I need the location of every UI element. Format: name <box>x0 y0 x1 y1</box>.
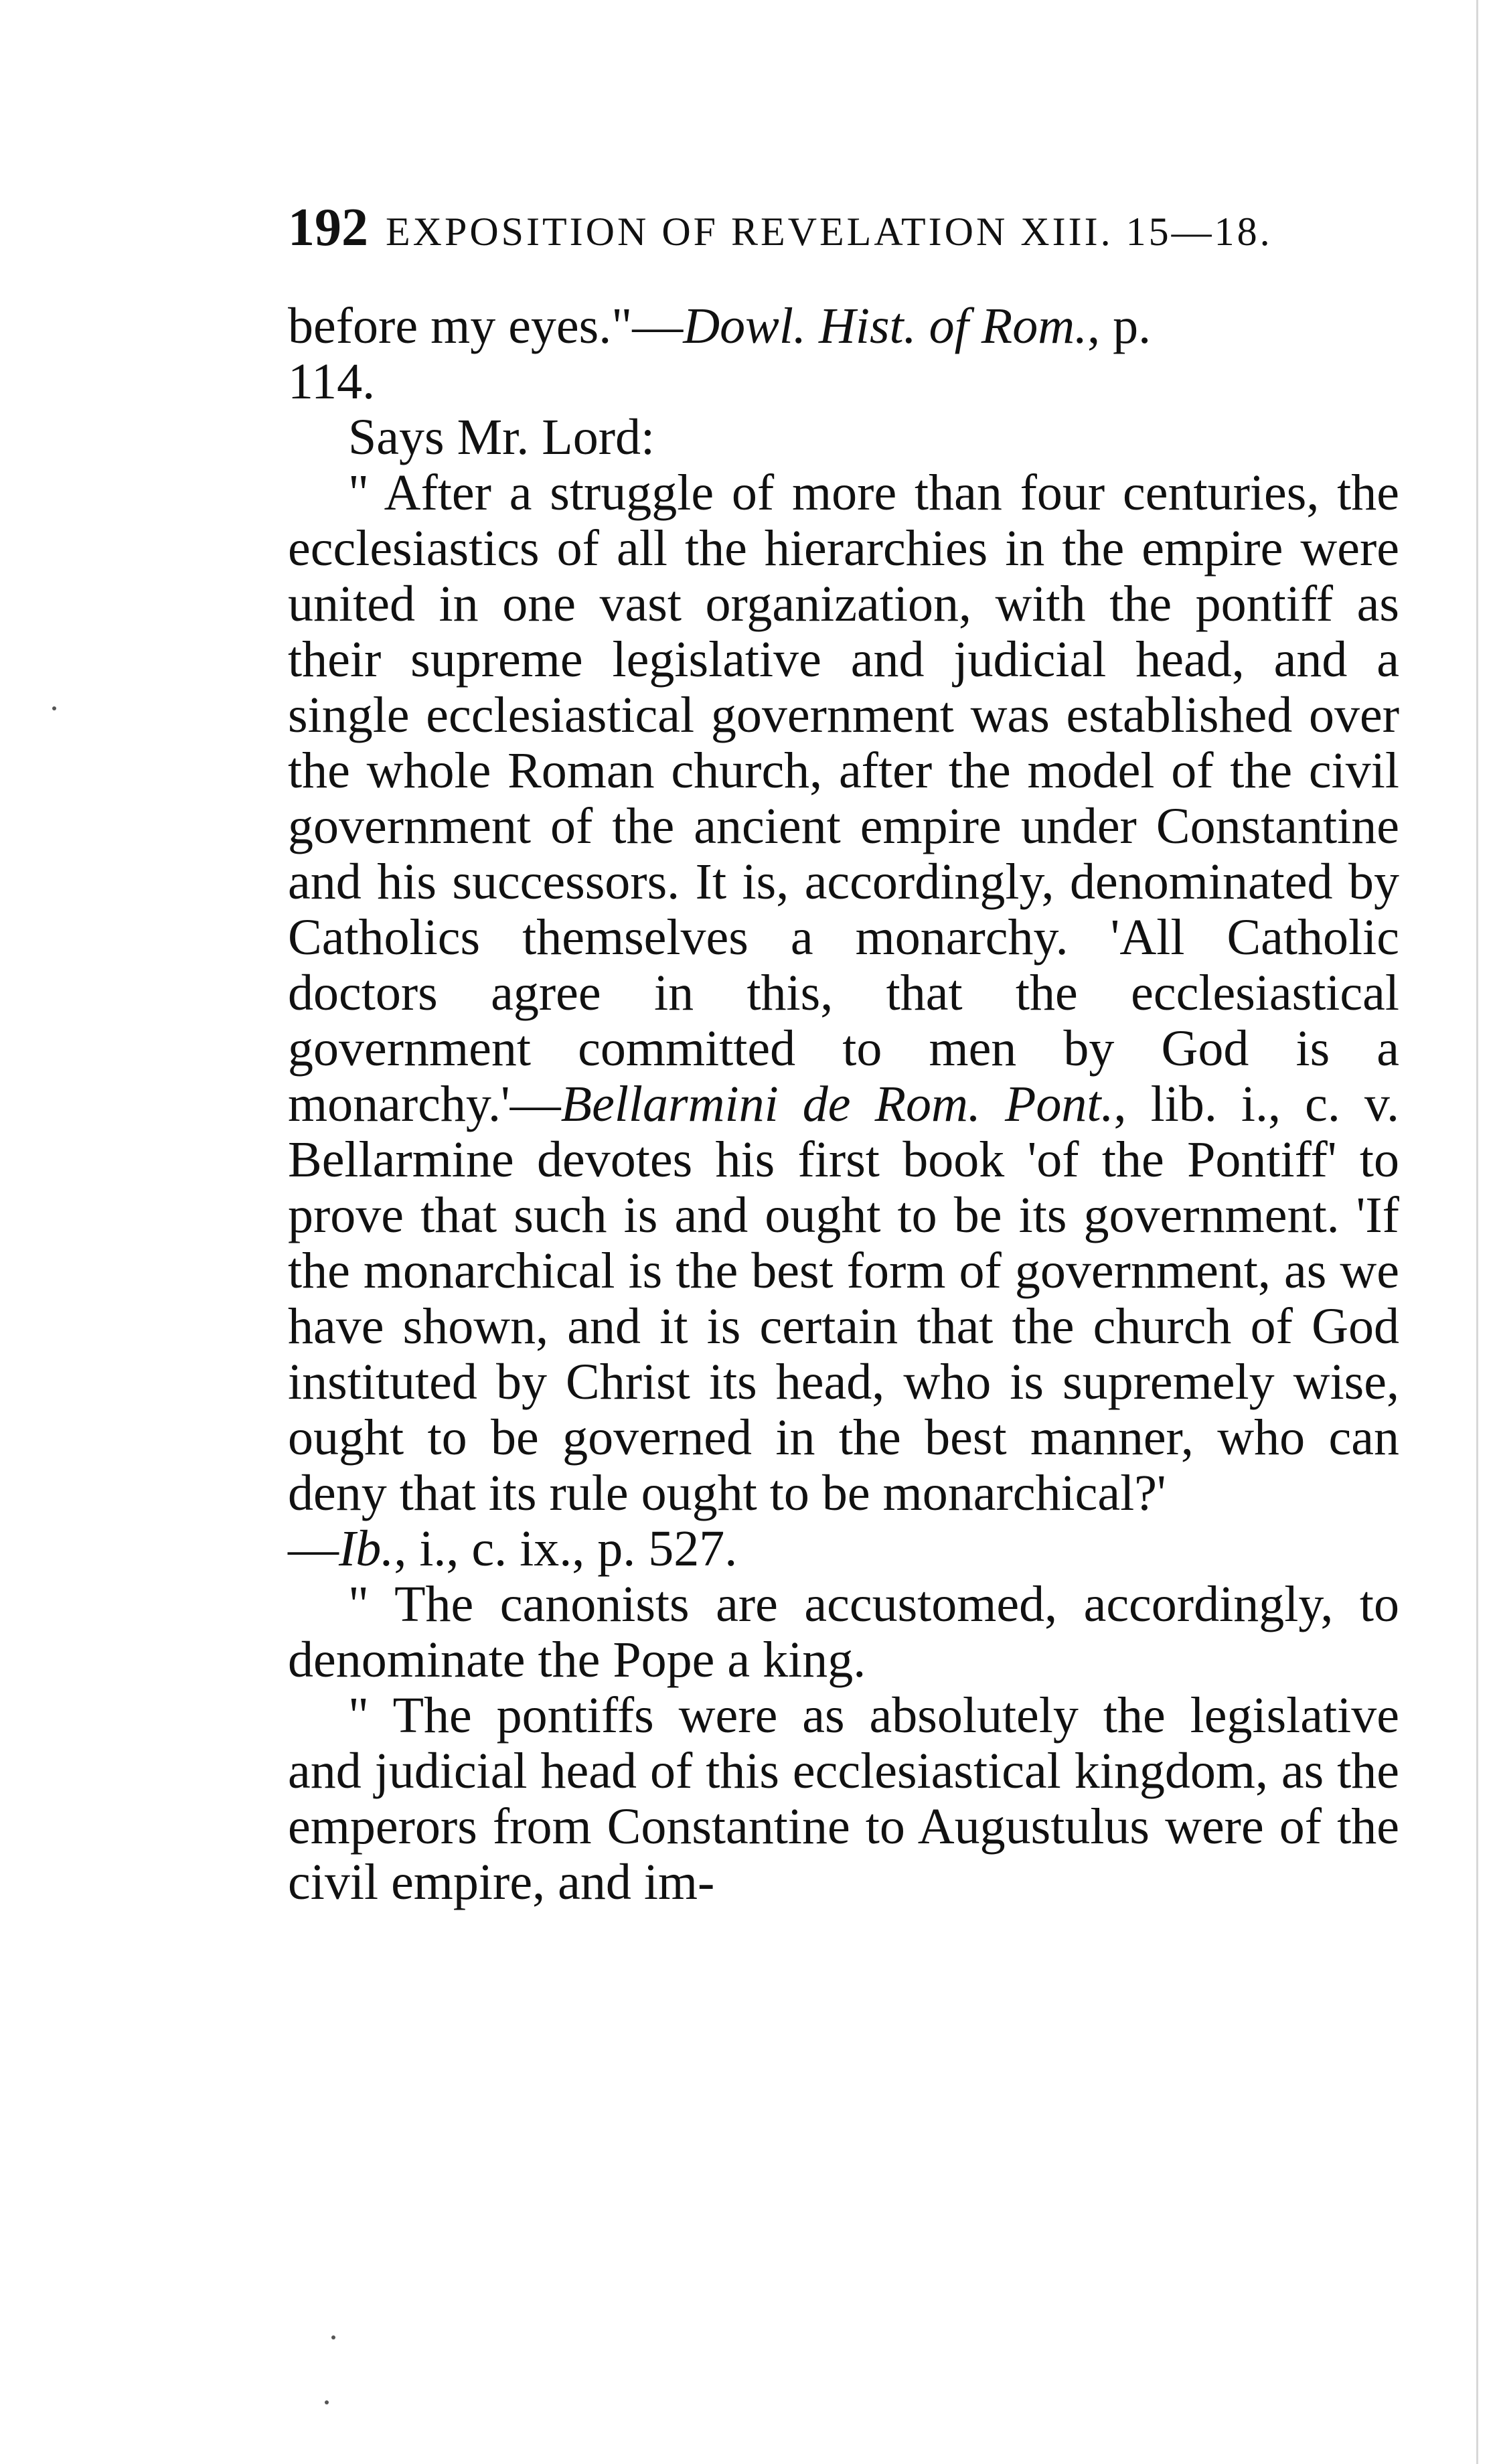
paragraph-continuation <box>288 299 1399 410</box>
text-run: , p. <box>1087 298 1152 354</box>
citation: Bellarmini de Rom. Pont. <box>560 1076 1114 1132</box>
paragraph: Says Mr. Lord: <box>348 409 655 465</box>
citation: Ib. <box>339 1521 394 1577</box>
text-run: before my eyes."— <box>288 298 684 354</box>
quotation-paragraph <box>288 465 1399 1577</box>
text-run: , i., c. ix., p. 527. <box>394 1521 738 1577</box>
text-run: , lib. i., c. v. Bellarmine devotes his first book 'of the Pontiff' to prove that such is and ought to be its government. 'If the monarchical is the best form of government, as we have shown, and it is certain that the church of God instituted by Christ its head, who is supremely wise, ought to be governed in the best manner, who can deny that its rule ought to be monarchical?' <box>288 1076 1399 1521</box>
running-title: EXPOSITION OF REVELATION XIII. 15—18. <box>386 210 1273 254</box>
text-run: — <box>288 1521 339 1577</box>
page-edge-line <box>1476 0 1478 2464</box>
scan-speck <box>325 2400 329 2404</box>
scan-speck <box>52 706 56 710</box>
text-run: 114. <box>288 354 376 410</box>
book-page <box>288 198 1399 1910</box>
running-header <box>288 198 1399 258</box>
text-run: " After a struggle of more than four centuries, the ecclesiastics of all the hierarchies in the empire were united in one vast organization, with the pontiff as their supreme legislative and judicial head, and a single ecclesiastical government was established over the whole Roman church, after the model of the civil government of the ancient empire under Constantine and his successors. It is, accordingly, denominated by Catholics themselves a monarchy. 'All Catholic doctors agree in this, that the ecclesiastical government committed to men by God is a monarchy.'— <box>288 465 1399 1132</box>
quotation-paragraph: " The pontiffs were as absolutely the legislative and judicial head of this ecclesiastical kingdom, as the emperors from Constantine to Augustulus were of the civil empire, and im- <box>288 1687 1399 1910</box>
scan-speck <box>331 2335 335 2339</box>
page-number: 192 <box>288 198 368 257</box>
body-text <box>288 299 1399 1910</box>
quotation-paragraph: " The canonists are accustomed, accordingly, to denominate the Pope a king. <box>288 1576 1399 1688</box>
citation: Dowl. Hist. of Rom. <box>683 298 1088 354</box>
